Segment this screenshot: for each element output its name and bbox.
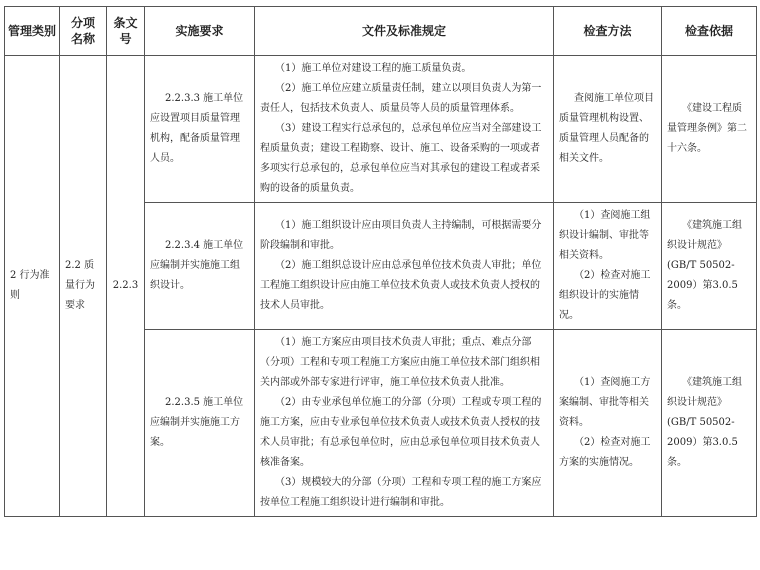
clause-cell: 2.2.3 — [107, 56, 145, 517]
method-text: （1）查阅施工组织设计编制、审批等相关资料。 — [559, 210, 651, 261]
header-documents: 文件及标准规定 — [255, 7, 554, 56]
method-cell — [554, 330, 662, 517]
document-clause: （1）施工方案应由项目技术负责人审批；重点、难点分部（分项）工程和专项工程施工方案应由施工单位技术部门组织相关内部或外部专家进行评审，施工单位技术负责人批准。 — [260, 337, 540, 388]
method-text: （1）查阅施工方案编制、审批等相关资料。 — [559, 377, 651, 428]
category-cell: 2 行为准则 — [5, 56, 60, 517]
standards-table-sheet — [4, 6, 756, 517]
requirement-cell — [145, 203, 255, 330]
method-text: （2）检查对施工方案的实施情况。 — [559, 437, 651, 468]
documents-cell — [255, 56, 554, 203]
method-text: 查阅施工单位项目质量管理机构设置、质量管理人员配备的相关文件。 — [559, 93, 654, 164]
requirement-text: 2.2.3.4 施工单位应编制并实施施工组织设计。 — [150, 240, 244, 291]
subitem-cell: 2.2 质量行为要求 — [60, 56, 107, 517]
method-text: （2）检查对施工组织设计的实施情况。 — [559, 270, 651, 321]
document-clause: （2）施工组织总设计应由总承包单位技术负责人审批；单位工程施工组织设计应由施工单位技术负责人或技术负责人授权的技术人员审批。 — [260, 260, 542, 311]
document-clause: （2）施工单位应建立质量责任制，建立以项目负责人为第一责任人，包括技术负责人、质量员等人员的质量管理体系。 — [260, 83, 542, 114]
requirement-text: 2.2.3.5 施工单位应编制并实施施工方案。 — [150, 397, 244, 448]
requirement-text: 2.2.3.3 施工单位应设置项目质量管理机构，配备质量管理人员。 — [150, 93, 244, 164]
table-row — [5, 56, 757, 203]
basis-cell — [662, 330, 757, 517]
header-category: 管理类别 — [5, 7, 60, 56]
method-cell — [554, 56, 662, 203]
documents-cell — [255, 203, 554, 330]
header-basis: 检查依据 — [662, 7, 757, 56]
basis-text: 《建筑施工组织设计规范》(GB/T 50502-2009）第3.0.5条。 — [667, 377, 742, 468]
documents-cell — [255, 330, 554, 517]
header-subitem: 分项 名称 — [60, 7, 107, 56]
standards-table — [4, 6, 757, 517]
method-cell — [554, 203, 662, 330]
basis-text: 《建筑施工组织设计规范》(GB/T 50502-2009）第3.0.5条。 — [667, 220, 742, 311]
basis-text: 《建设工程质量管理条例》第二十六条。 — [667, 103, 747, 154]
requirement-cell — [145, 56, 255, 203]
requirement-cell — [145, 330, 255, 517]
header-method: 检查方法 — [554, 7, 662, 56]
header-clause: 条文号 — [107, 7, 145, 56]
header-requirement: 实施要求 — [145, 7, 255, 56]
basis-cell — [662, 203, 757, 330]
document-clause: （3）建设工程实行总承包的，总承包单位应当对全部建设工程质量负责；建设工程勘察、设计、施工、设备采购的一项或者多项实行总承包的，总承包单位应当对其承包的建设工程或者采购的设备的质量负责。 — [260, 123, 542, 194]
document-clause: （3）规模较大的分部（分项）工程和专项工程的施工方案应按单位工程施工组织设计进行编制和审批。 — [260, 477, 542, 508]
document-clause: （1）施工组织设计应由项目负责人主持编制，可根据需要分阶段编制和审批。 — [260, 220, 542, 251]
header-row — [5, 7, 757, 56]
document-clause: （1）施工单位对建设工程的施工质量负责。 — [275, 63, 472, 74]
document-clause: （2）由专业承包单位施工的分部（分项）工程或专项工程的施工方案，应由专业承包单位技术负责人或技术负责人授权的技术人员审批；有总承包单位时，应由总承包单位项目技术负责人核准备案。 — [260, 397, 542, 468]
basis-cell — [662, 56, 757, 203]
